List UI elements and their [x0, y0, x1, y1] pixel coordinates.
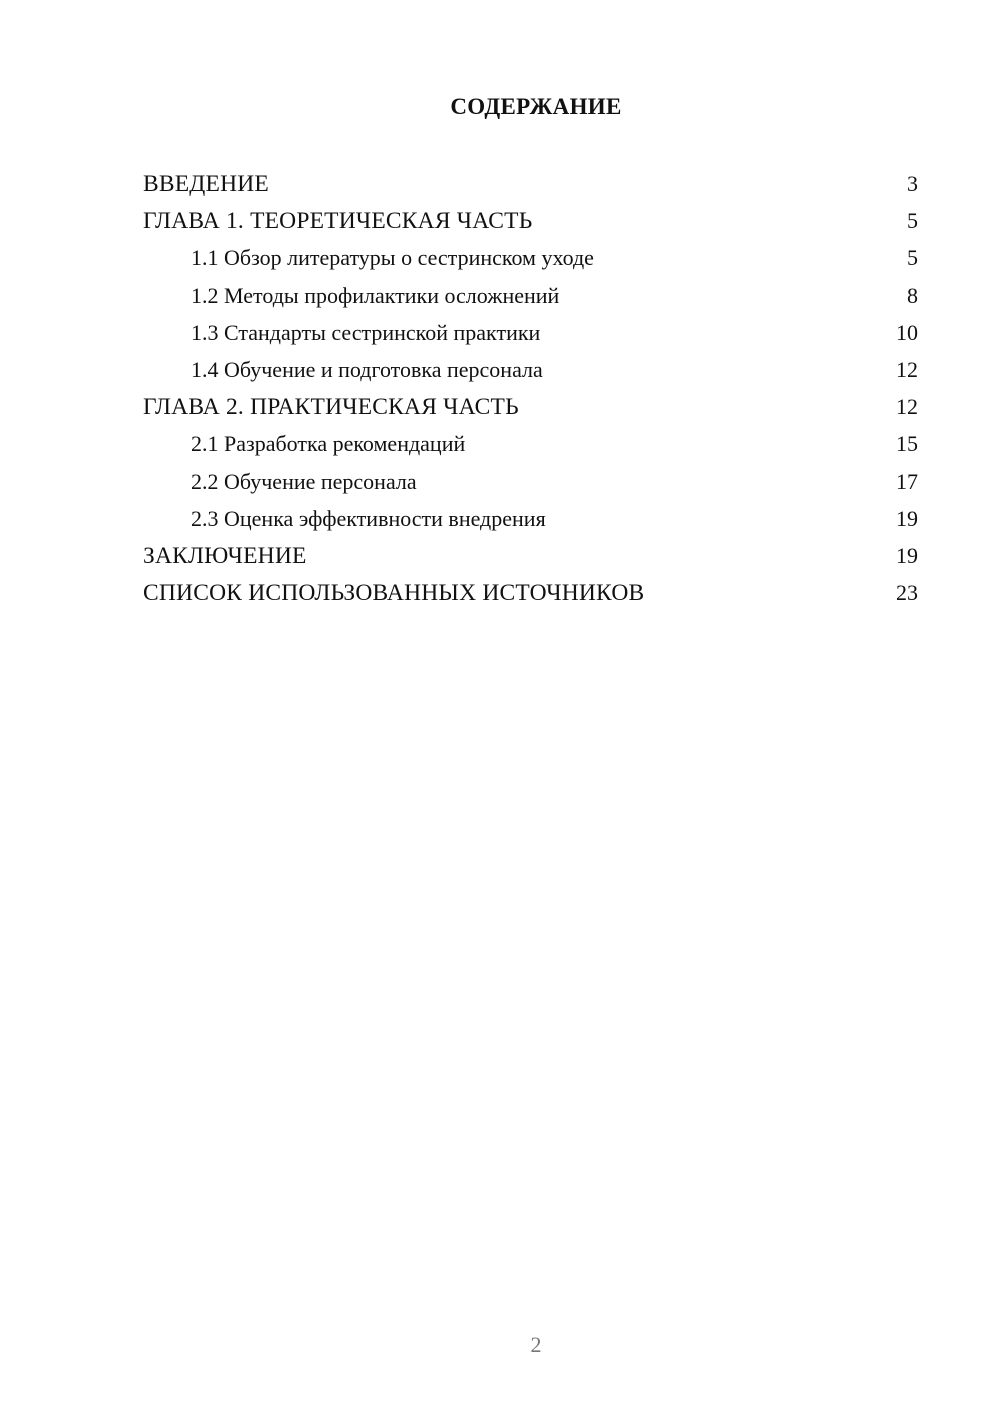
- toc-entry-introduction[interactable]: [143, 165, 918, 202]
- toc-entry-page: 15: [896, 431, 918, 457]
- toc-entry-label: 2.3 Оценка эффективности внедрения: [191, 505, 546, 531]
- toc-entry-page: 10: [896, 319, 918, 345]
- toc-entry-label: ГЛАВА 1. ТЕОРЕТИЧЕСКАЯ ЧАСТЬ: [143, 208, 533, 235]
- toc-entry-conclusion[interactable]: [143, 537, 918, 574]
- toc-entry-page: 5: [907, 208, 918, 234]
- toc-entry-label: 1.1 Обзор литературы о сестринском уходе: [191, 245, 594, 271]
- toc-entry-label: ГЛАВА 2. ПРАКТИЧЕСКАЯ ЧАСТЬ: [143, 394, 519, 421]
- toc-entry-page: 5: [907, 245, 918, 271]
- toc-entry-chapter-1[interactable]: [143, 202, 918, 239]
- toc-entry-section-2-2[interactable]: [143, 463, 918, 500]
- toc-entry-page: 3: [907, 171, 918, 196]
- toc-entry-section-1-2[interactable]: [143, 277, 918, 314]
- toc-entry-label: 1.4 Обучение и подготовка персонала: [191, 356, 543, 382]
- toc-entry-section-2-3[interactable]: [143, 500, 918, 537]
- toc-entry-section-1-3[interactable]: [143, 314, 918, 351]
- toc-entry-label: СПИСОК ИСПОЛЬЗОВАННЫХ ИСТОЧНИКОВ: [143, 580, 645, 607]
- toc-entry-page: 19: [896, 505, 918, 531]
- toc-entry-section-1-1[interactable]: [143, 239, 918, 276]
- toc-entry-label: 1.3 Стандарты сестринской практики: [191, 319, 541, 345]
- toc-entry-label: ВВЕДЕНИЕ: [143, 171, 269, 197]
- table-of-contents: [143, 165, 918, 611]
- toc-entry-page: 8: [907, 282, 918, 308]
- toc-entry-label: ЗАКЛЮЧЕНИЕ: [143, 542, 307, 569]
- toc-entry-page: 23: [896, 580, 918, 606]
- toc-entry-page: 12: [896, 356, 918, 382]
- toc-entry-section-2-1[interactable]: [143, 425, 918, 462]
- toc-entry-page: 19: [896, 542, 918, 568]
- toc-entry-page: 17: [896, 468, 918, 494]
- page-number: 2: [530, 1332, 542, 1357]
- toc-entry-section-1-4[interactable]: [143, 351, 918, 388]
- toc-entry-references[interactable]: [143, 574, 918, 611]
- page-title: СОДЕРЖАНИЕ: [450, 94, 622, 119]
- toc-entry-label: 2.2 Обучение персонала: [191, 468, 417, 494]
- toc-entry-label: 1.2 Методы профилактики осложнений: [191, 282, 560, 308]
- toc-entry-chapter-2[interactable]: [143, 388, 918, 425]
- toc-entry-label: 2.1 Разработка рекомендаций: [191, 431, 466, 457]
- toc-entry-page: 12: [896, 394, 918, 420]
